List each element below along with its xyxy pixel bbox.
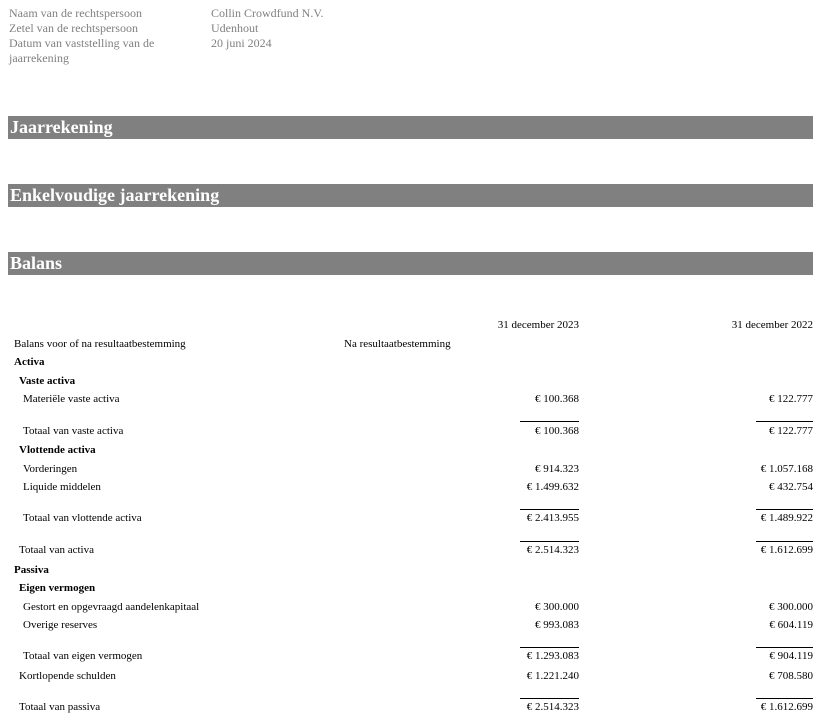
meta-label: jaarrekening <box>9 51 69 65</box>
total-rule <box>756 421 813 422</box>
table-row <box>0 669 826 683</box>
row-label: Vorderingen <box>23 463 78 475</box>
meta-value: Collin Crowdfund N.V. <box>211 6 324 20</box>
row-label: Totaal van eigen vermogen <box>23 650 143 662</box>
table-row-grand-total <box>0 700 826 714</box>
meta-row-name <box>9 6 323 21</box>
meta-row-seat <box>9 21 323 36</box>
total-rule <box>520 541 579 542</box>
section-title-enkelvoudig: Enkelvoudige jaarrekening <box>8 184 813 207</box>
value-2022: € 1.489.922 <box>760 512 813 524</box>
value-2022: € 604.119 <box>769 619 813 631</box>
row-label: Totaal van vlottende activa <box>23 512 142 524</box>
value-2022: € 122.777 <box>769 425 813 437</box>
section-title-jaarrekening: Jaarrekening <box>8 116 813 139</box>
row-subheading: Vlottende activa <box>19 444 96 456</box>
value-2023: € 300.000 <box>535 601 579 613</box>
table-row-grand-total <box>0 543 826 557</box>
row-value-basis: Na resultaatbestemming <box>344 338 451 350</box>
table-row-basis <box>0 337 826 351</box>
row-label: Balans voor of na resultaatbestemming <box>14 338 186 350</box>
value-2022: € 122.777 <box>769 393 813 405</box>
value-2023: € 100.368 <box>535 393 579 405</box>
row-label: Totaal van vaste activa <box>23 425 124 437</box>
meta-label: Datum van vaststelling van de <box>9 36 155 50</box>
total-rule <box>520 647 579 648</box>
table-row <box>0 600 826 614</box>
table-row-total <box>0 424 826 438</box>
total-rule <box>520 509 579 510</box>
row-heading: Activa <box>14 356 45 368</box>
row-heading: Passiva <box>14 564 49 576</box>
row-subheading: Vaste activa <box>19 375 76 387</box>
value-2023: € 1.221.240 <box>526 670 579 682</box>
row-label: Gestort en opgevraagd aandelenkapitaal <box>23 601 200 613</box>
value-2022: € 1.612.699 <box>760 701 813 713</box>
total-rule <box>756 647 813 648</box>
meta-row-date-cont <box>9 51 323 66</box>
total-rule <box>756 509 813 510</box>
value-2022: € 300.000 <box>769 601 813 613</box>
table-row <box>0 480 826 494</box>
value-2023: € 2.413.955 <box>526 512 579 524</box>
row-label: Materiële vaste activa <box>23 393 120 405</box>
table-row <box>0 618 826 632</box>
row-label: Totaal van activa <box>19 544 94 556</box>
value-2023: € 2.514.323 <box>526 701 579 713</box>
table-row-total <box>0 649 826 663</box>
table-row-vaste-activa <box>0 374 826 388</box>
row-label: Liquide middelen <box>23 481 101 493</box>
table-row <box>0 392 826 406</box>
value-2022: € 432.754 <box>769 481 813 493</box>
meta-label: Zetel van de rechtspersoon <box>9 21 138 35</box>
value-2023: € 914.323 <box>535 463 579 475</box>
row-label: Kortlopende schulden <box>19 670 116 682</box>
total-rule <box>756 698 813 699</box>
section-title-balans: Balans <box>8 252 813 275</box>
total-rule <box>520 698 579 699</box>
row-subheading: Eigen vermogen <box>19 582 96 594</box>
meta-value: Udenhout <box>211 21 259 35</box>
table-row <box>0 462 826 476</box>
row-label: Overige reserves <box>23 619 98 631</box>
column-header-2023: 31 december 2023 <box>497 319 579 331</box>
value-2023: € 993.083 <box>535 619 579 631</box>
value-2022: € 1.612.699 <box>760 544 813 556</box>
value-2023: € 2.514.323 <box>526 544 579 556</box>
row-label: Totaal van passiva <box>19 701 101 713</box>
table-row-total <box>0 511 826 525</box>
table-row-activa <box>0 355 826 369</box>
meta-value: 20 juni 2024 <box>211 36 272 50</box>
total-rule <box>756 541 813 542</box>
value-2022: € 708.580 <box>769 670 813 682</box>
meta-label: Naam van de rechtspersoon <box>9 6 142 20</box>
value-2022: € 904.119 <box>769 650 813 662</box>
value-2023: € 1.499.632 <box>526 481 579 493</box>
value-2023: € 100.368 <box>535 425 579 437</box>
value-2022: € 1.057.168 <box>760 463 813 475</box>
table-row-vlottende-activa <box>0 443 826 457</box>
table-row-eigen-vermogen <box>0 581 826 595</box>
table-row-passiva <box>0 563 826 577</box>
value-2023: € 1.293.083 <box>526 650 579 662</box>
meta-row-date <box>9 36 323 51</box>
total-rule <box>520 421 579 422</box>
column-header-2022: 31 december 2022 <box>731 319 813 331</box>
entity-metadata <box>9 6 323 66</box>
